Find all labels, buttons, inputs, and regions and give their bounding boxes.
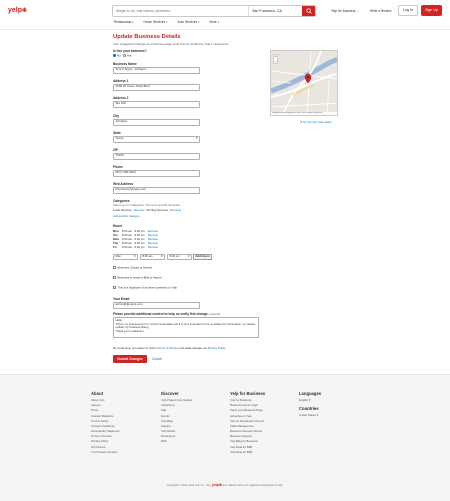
- cancel-link[interactable]: Cancel: [152, 357, 162, 361]
- context-text: Hello, This is my business but I'm not the credentials and it is very important to me to update the information, so, please update my business listing. Thank you in advance!: [115, 318, 256, 333]
- hours-day: Fri: [113, 245, 117, 249]
- page-title: Update Business Details: [113, 34, 181, 40]
- hours-day-value: Mon: [115, 254, 121, 259]
- top-header: [0, 0, 450, 30]
- chevron-down-icon: ▾: [188, 254, 190, 259]
- chevron-down-icon: ⌄: [356, 9, 360, 13]
- chevron-down-icon: ▾: [195, 136, 198, 141]
- hours-remove-link[interactable]: Remove: [147, 237, 159, 241]
- footer-link[interactable]: Table Management: [230, 423, 254, 428]
- search-bar: [112, 5, 316, 17]
- hours-remove-link[interactable]: Remove: [147, 245, 159, 249]
- hours-day: Thu: [113, 241, 119, 245]
- duplicate-checkbox[interactable]: [113, 286, 116, 289]
- footer-link[interactable]: Your Privacy Choices: [91, 449, 118, 454]
- footer-link[interactable]: Accessibility Statement: [91, 429, 120, 434]
- chevron-down-icon: ▾: [198, 21, 200, 24]
- footer-column-business: [230, 391, 265, 455]
- category-tag: Local Services: [113, 208, 132, 212]
- privacy-policy-link[interactable]: Privacy Policy: [207, 346, 226, 350]
- category-home-services[interactable]: Home Services▾: [143, 20, 168, 24]
- search-input[interactable]: things to do, nail salons, plumbers: [113, 6, 249, 16]
- footer-link[interactable]: Investor Relations: [91, 413, 114, 418]
- zip-field[interactable]: 76016: [113, 153, 200, 160]
- search-icon: [306, 8, 312, 14]
- hours-open-select[interactable]: [140, 254, 165, 260]
- add-category-link[interactable]: Add another category: [113, 214, 140, 218]
- city-label: City: [113, 114, 120, 118]
- state-select[interactable]: [113, 136, 200, 143]
- owner-radio-group: [113, 54, 131, 58]
- footer-link[interactable]: Business Owner Login: [230, 403, 258, 408]
- footer-heading: About: [91, 391, 104, 396]
- owner-question: Is this your business?: [113, 49, 147, 53]
- hours-day: Wed: [113, 237, 119, 241]
- category-remove-link[interactable]: Remove: [133, 208, 145, 212]
- hours-time: 8:00 am - 5:00 pm: [122, 233, 145, 237]
- footer-link[interactable]: Advertise on Yelp: [230, 413, 252, 418]
- chevron-down-icon: ▾: [161, 254, 163, 259]
- footer-link[interactable]: Yelp for Business: [230, 398, 252, 403]
- footer-link[interactable]: Privacy Policy: [91, 439, 109, 444]
- email-field[interactable]: admin@fgsigns.com: [113, 302, 200, 309]
- terms-line: [113, 347, 226, 351]
- chevron-down-icon: ▾: [217, 21, 219, 24]
- copyright-suffix: and related marks are registered trademarks of Yelp.: [222, 484, 284, 487]
- hours-label: Hours: [113, 224, 123, 228]
- address1-label: Address 1: [113, 79, 129, 83]
- duplicate-checkbox-row[interactable]: [113, 286, 177, 290]
- footer-link[interactable]: Yelp for Restaurant Owners: [230, 418, 265, 423]
- hours-remove-link[interactable]: Remove: [147, 241, 159, 245]
- footer-link[interactable]: Trust & Safety: [91, 418, 109, 423]
- footer-column-languages: [299, 391, 321, 418]
- duplicate-checkbox-label: This is a duplicate of another business on Yelp: [117, 285, 177, 290]
- categories-label: Categories: [113, 199, 130, 203]
- business-name-label: Business Name: [113, 62, 137, 66]
- site-footer: [0, 374, 450, 501]
- yelp-burst-icon: ✻: [22, 8, 28, 14]
- web-address-field[interactable]: http://www.fgsigns.com: [113, 187, 200, 194]
- address2-field[interactable]: Ste 100: [113, 101, 200, 108]
- web-address-label: Web Address: [113, 182, 134, 186]
- zoom-in-button[interactable]: +: [274, 55, 277, 59]
- search-button[interactable]: [302, 6, 315, 16]
- hours-day: Tue: [113, 233, 118, 237]
- footer-heading: Discover: [161, 391, 179, 396]
- category-tag: Printing Services: [146, 208, 169, 212]
- language-value: English: [299, 398, 309, 403]
- footer-heading: Languages: [299, 391, 322, 396]
- footer-link[interactable]: Terms of Service: [91, 434, 112, 439]
- fix-map-marker-link[interactable]: [300, 121, 332, 124]
- location-input[interactable]: San Francisco, CA: [252, 8, 282, 13]
- context-optional: (optional): [208, 312, 221, 316]
- closed-checkbox-label: Business Closed or Moved: [117, 265, 152, 270]
- footer-link[interactable]: Talk: [161, 408, 166, 413]
- language-select[interactable]: [299, 398, 321, 403]
- footer-link[interactable]: Yelp Project Cost Guides: [161, 398, 192, 403]
- hours-day: Mon: [113, 229, 119, 233]
- city-field[interactable]: Arlington: [113, 119, 200, 126]
- hours-time: 8:00 am - 5:00 pm: [122, 245, 145, 249]
- owner-no-label: No: [117, 53, 121, 58]
- footer-link[interactable]: Ad Choices: [91, 444, 106, 449]
- owner-no-radio[interactable]: [113, 54, 116, 57]
- flag-icon: ⚑: [300, 121, 303, 124]
- closed-checkbox[interactable]: [113, 266, 116, 269]
- phone-label: Phone: [113, 165, 123, 169]
- business-name-field[interactable]: SI & Z Signs - Arlington: [113, 67, 200, 74]
- terms-of-service-link[interactable]: Terms of Service: [157, 346, 179, 350]
- chevron-down-icon: ▾: [308, 398, 311, 403]
- categories-hint: Select up to 3 categories. The more specific the better.: [113, 203, 181, 207]
- mall-checkbox-row[interactable]: [113, 276, 162, 280]
- chevron-down-icon: ▾: [316, 413, 318, 418]
- category-more[interactable]: More▾: [209, 20, 219, 24]
- map-graphic: [271, 51, 338, 116]
- footer-heading: Yelp for Business: [230, 391, 266, 396]
- footer-link[interactable]: Careers: [91, 403, 101, 408]
- footer-link[interactable]: Yelp Data for B2B: [230, 449, 253, 454]
- closed-checkbox-row[interactable]: [113, 266, 152, 270]
- hours-time: 8:00 am - 5:00 pm: [122, 237, 145, 241]
- mall-checkbox-label: Business is inside a Mall or Airport: [117, 275, 162, 280]
- address1-field[interactable]: 3306 W Green Oaks Blvd: [113, 84, 200, 91]
- copyright-line: [0, 483, 450, 487]
- owner-yes-radio[interactable]: [123, 54, 126, 57]
- state-value: Texas: [115, 136, 124, 141]
- context-textarea[interactable]: [113, 317, 259, 338]
- add-hours-button[interactable]: Add Hours: [193, 254, 212, 260]
- hours-time: 8:00 am - 5:00 pm: [122, 241, 145, 245]
- map-zoom-controls: [273, 54, 278, 64]
- address2-label: Address 2: [113, 96, 129, 100]
- footer-link[interactable]: Yelp Blog for Business: [230, 439, 258, 444]
- hours-open-value: 8:00 am: [142, 254, 153, 259]
- footer-link[interactable]: RSS: [161, 439, 167, 444]
- phone-field[interactable]: (817) 483-8641: [113, 170, 200, 177]
- copyright-text: Copyright © 2004–2022 Yelp Inc. Yelp,: [166, 484, 212, 487]
- footer-link[interactable]: Content Guidelines: [91, 423, 115, 428]
- footer-link[interactable]: Business Success Stories: [230, 429, 263, 434]
- footer-link[interactable]: Press: [91, 408, 99, 413]
- email-label: Your Email: [113, 297, 130, 301]
- owner-yes-label: Yes: [126, 53, 132, 58]
- category-nav: [114, 20, 219, 24]
- hours-remove-link[interactable]: Remove: [147, 233, 159, 237]
- footer-column-discover: [161, 391, 192, 445]
- context-label-text: Please provide additional context to help us verify this change: [113, 312, 208, 316]
- footer-column-about: [91, 391, 120, 455]
- footer-link[interactable]: Collections: [161, 403, 175, 408]
- country-value: United States: [299, 413, 316, 418]
- zip-label: ZIP: [113, 148, 118, 152]
- hours-close-select[interactable]: [167, 254, 192, 260]
- map-attribution: Keyboard shortcuts Map data ©2022 Terms Report a map error: [271, 112, 338, 115]
- yelp-footer-logo: yelp✻: [211, 483, 223, 487]
- footer-link[interactable]: Claim your Business Page: [230, 408, 263, 413]
- mall-checkbox[interactable]: [113, 276, 116, 279]
- hours-day-select[interactable]: [113, 254, 138, 260]
- page-subtitle: Your suggested changes to a business page must first be verified by Yelp's moderators.: [113, 42, 230, 46]
- footer-link[interactable]: Yelp Mobile: [161, 429, 176, 434]
- terms-middle: and acknowledge our: [179, 346, 207, 350]
- footer-link[interactable]: About Yelp: [91, 398, 105, 403]
- signup-button[interactable]: Sign Up: [421, 5, 442, 16]
- hours-time: 8:00 am - 5:00 pm: [122, 229, 145, 233]
- chevron-down-icon: ▾: [132, 21, 134, 24]
- business-map[interactable]: [270, 50, 338, 116]
- footer-link[interactable]: Developers: [161, 434, 176, 439]
- footer-link[interactable]: Business Support: [230, 434, 252, 439]
- submit-changes-button[interactable]: Submit Changes: [113, 355, 147, 363]
- category-restaurants[interactable]: Restaurants▾: [114, 20, 134, 24]
- write-review-link[interactable]: Write a Review: [370, 9, 392, 13]
- chevron-down-icon: ▾: [166, 21, 168, 24]
- chevron-down-icon: ▾: [134, 254, 136, 259]
- context-label: [113, 312, 220, 316]
- footer-link[interactable]: Events: [161, 413, 170, 418]
- fix-map-marker-text: Fix incorrect map marker: [303, 121, 332, 124]
- footer-link[interactable]: Yelp Data for B2B: [230, 444, 253, 449]
- terms-prefix: By continuing, you agree to Yelp's: [113, 346, 157, 350]
- footer-link[interactable]: Yelp Blog: [161, 418, 173, 423]
- yelp-for-business-menu[interactable]: Yelp for Business ⌄: [331, 9, 360, 13]
- country-select[interactable]: [299, 413, 321, 418]
- footer-heading: Countries: [299, 406, 319, 412]
- login-button[interactable]: Log In: [398, 5, 418, 16]
- category-tags: [113, 209, 181, 213]
- state-label: State: [113, 131, 121, 135]
- category-auto-services[interactable]: Auto Services▾: [177, 20, 200, 24]
- hours-close-value: 5:00 pm: [169, 254, 180, 259]
- hours-row: [113, 246, 158, 249]
- hours-remove-link[interactable]: Remove: [147, 229, 159, 233]
- footer-link[interactable]: Support: [161, 423, 171, 428]
- zoom-out-button[interactable]: −: [274, 60, 277, 64]
- category-remove-link[interactable]: Remove: [170, 208, 182, 212]
- yelp-logo[interactable]: yelp✻: [8, 7, 28, 14]
